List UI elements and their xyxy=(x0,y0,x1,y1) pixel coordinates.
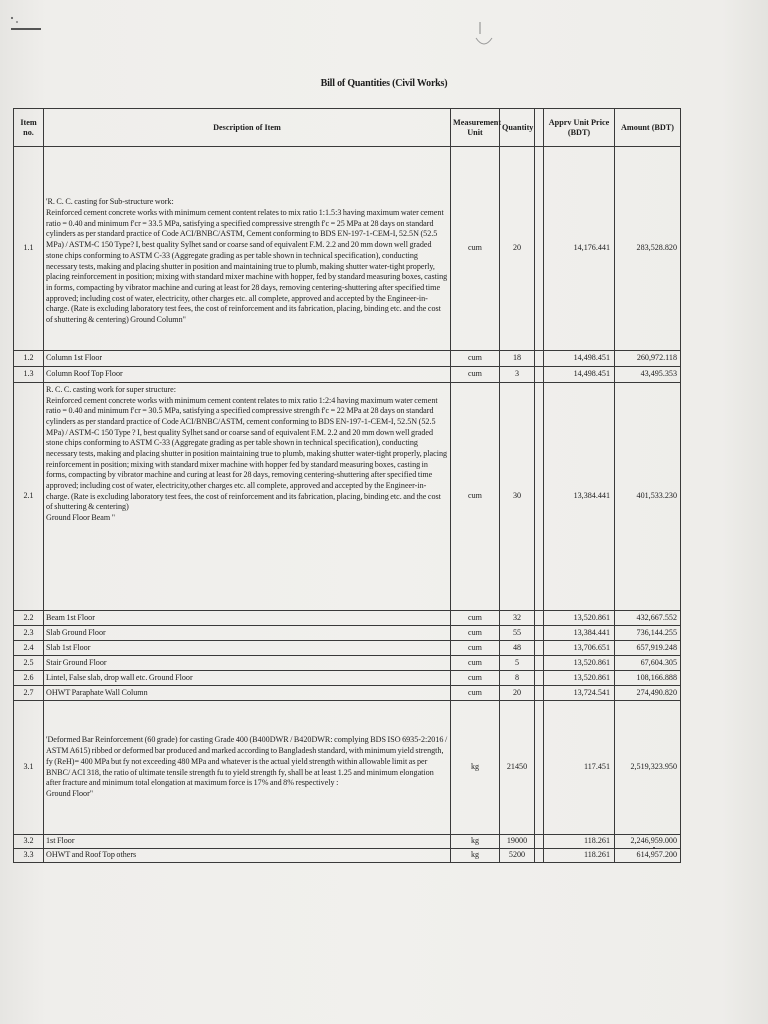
amount: 432,667.552 xyxy=(615,611,681,626)
amount: 614,957.200 xyxy=(615,849,681,863)
column-divider xyxy=(535,383,544,611)
measurement-unit: cum xyxy=(451,656,500,671)
item-description: Slab 1st Floor xyxy=(44,641,451,656)
table-row xyxy=(14,835,681,849)
unit-price: 118.261 xyxy=(544,849,615,863)
measurement-unit: cum xyxy=(451,611,500,626)
amount: 260,972.118 xyxy=(615,351,681,367)
unit-price: 118.261 xyxy=(544,835,615,849)
item-description: R. C. C. casting work for super structure: Reinforced cement concrete works with minimum cement content relates to mix ratio 1:2:4 having maximum water cement ratio = 0.40 and minimum f'cr = 30.5 MPa, satisfying a specified compressive strength f'c = 22 MPa at 28 days on standard cylinders as per standard practice of Code ACI/BNBC/ASTM, cement conforming to BDS EN-197-1-CEM-I, 52.5N (52.5 MPa) / ASTM-C 150 Type ? I, best quality Sylhet sand or coarse sand of equivalent F.M. 2.2 and 20 mm down well graded stone chips conforming to ASTM C-33 (Aggregate grading as per table shown in technical specification), conducting necessary tests, making and placing shutter in position maintaining true to plumb, making shutter water-tight properly, placing reinforcement in position; mixing with standard mixer machine with hopper fed by standard measuring boxes, casting in forms, compacting by vibrator machine and curing at least for 28 days, removing centering-shuttering after specified time approved; including cost of water, electricity,other charges etc. all complete, approved and accepted by the Engineer-in-charge. (Rate is excluding laboratory test fees, the cost of reinforcement and its fabrication, placing, binding etc. and the cost of shuttering & centering) Ground Floor Beam " xyxy=(44,383,451,611)
amount: 274,490.820 xyxy=(615,686,681,701)
unit-price: 13,520.861 xyxy=(544,671,615,686)
column-divider xyxy=(535,641,544,656)
punch-mark-icon xyxy=(470,20,500,52)
item-no: 2.5 xyxy=(14,656,44,671)
unit-price: 14,498.451 xyxy=(544,367,615,383)
table-row xyxy=(14,626,681,641)
quantity: 5 xyxy=(500,656,535,671)
table-row xyxy=(14,641,681,656)
header-description: Description of Item xyxy=(44,109,451,147)
unit-price: 117.451 xyxy=(544,701,615,835)
measurement-unit: cum xyxy=(451,686,500,701)
column-divider xyxy=(535,611,544,626)
measurement-unit: cum xyxy=(451,383,500,611)
header-item-no: Item no. xyxy=(14,109,44,147)
column-divider xyxy=(535,656,544,671)
bill-of-quantities-table xyxy=(13,108,681,863)
item-no: 2.4 xyxy=(14,641,44,656)
column-divider xyxy=(535,367,544,383)
column-divider xyxy=(535,109,544,147)
item-no: 2.2 xyxy=(14,611,44,626)
quantity: 48 xyxy=(500,641,535,656)
measurement-unit: cum xyxy=(451,641,500,656)
item-description: OHWT and Roof Top others xyxy=(44,849,451,863)
item-description: 'R. C. C. casting for Sub-structure work: Reinforced cement concrete works with minimum cement content relates to mix ratio 1:1.5:3 having maximum water cement ratio = 0.40 and minimum f'cr = 33.5 MPa, satisfying a specified compressive strength f'c = 25 MPa at 28 days on standard cylinders as per standard practice of Code ACI/BNBC/ASTM, Cement conforming to BDS EN-197-1-CEM-I, 52.5N (52.5 MPa) / ASTM-C 150 Type? I, best quality Sylhet sand or coarse sand of equivalent F.M. 2.2 and 20 mm down well graded stone chips conforming to ASTM C-33 (Aggregate grading as per table shown in technical specification), conducting necessary tests, making and placing shutter in position and maintaining true to plumb, making shutter water-tight properly, placing reinforcement in position; mixing with standard mixer machine with hopper, fed by standard measuring boxes, casting in forms, compacting by vibrator machine and curing at least for 28 days, removing centering-shuttering after specified time approved; including cost of water, electricity, other charges etc. all complete, approved and accepted by the Engineer-in-charge. (Rate is excluding laboratory test fees, the cost of reinforcement and its fabrication, placing, binding etc. and the cost of shuttering & centering) Ground Column" xyxy=(44,147,451,351)
quantity: 20 xyxy=(500,147,535,351)
document-title: Bill of Quantities (Civil Works) xyxy=(320,78,448,89)
unit-price: 13,384.441 xyxy=(544,383,615,611)
table-row xyxy=(14,383,681,611)
item-description: OHWT Paraphate Wall Column xyxy=(44,686,451,701)
quantity: 19000 xyxy=(500,835,535,849)
pen-mark-icon xyxy=(8,14,44,36)
measurement-unit: kg xyxy=(451,849,500,863)
measurement-unit: kg xyxy=(451,835,500,849)
measurement-unit: kg xyxy=(451,701,500,835)
item-no: 1.1 xyxy=(14,147,44,351)
column-divider xyxy=(535,147,544,351)
measurement-unit: cum xyxy=(451,671,500,686)
column-divider xyxy=(535,835,544,849)
quantity: 32 xyxy=(500,611,535,626)
item-no: 3.2 xyxy=(14,835,44,849)
measurement-unit: cum xyxy=(451,351,500,367)
unit-price: 14,498.451 xyxy=(544,351,615,367)
amount: 283,528.820 xyxy=(615,147,681,351)
quantity: 21450 xyxy=(500,701,535,835)
amount: 2,246,959.000 xyxy=(615,835,681,849)
unit-price: 13,520.861 xyxy=(544,611,615,626)
measurement-unit: cum xyxy=(451,147,500,351)
column-divider xyxy=(535,626,544,641)
item-no: 2.1 xyxy=(14,383,44,611)
unit-price: 13,520.861 xyxy=(544,656,615,671)
item-description: Slab Ground Floor xyxy=(44,626,451,641)
amount: 657,919.248 xyxy=(615,641,681,656)
quantity: 30 xyxy=(500,383,535,611)
table-row xyxy=(14,611,681,626)
header-quantity: Quantity xyxy=(500,109,535,147)
stray-dot xyxy=(653,847,655,849)
column-divider xyxy=(535,351,544,367)
unit-price: 13,384.441 xyxy=(544,626,615,641)
table-row xyxy=(14,849,681,863)
measurement-unit: cum xyxy=(451,626,500,641)
item-description: Column 1st Floor xyxy=(44,351,451,367)
item-no: 1.3 xyxy=(14,367,44,383)
item-no: 3.1 xyxy=(14,701,44,835)
table-row xyxy=(14,701,681,835)
table-row xyxy=(14,351,681,367)
header-amount: Amount (BDT) xyxy=(615,109,681,147)
header-unit-price: Apprv Unit Price (BDT) xyxy=(544,109,615,147)
item-description: 'Deformed Bar Reinforcement (60 grade) for casting Grade 400 (B400DWR / B420DWR: complying BDS ISO 6935-2:2016 / ASTM A615) ribbed or deformed bar produced and marked according to Bangladesh standard, with minimum yield strength, fy (ReH)= 400 MPa but fy not exceeding 480 MPa and whatever is the actual yield strength within allowable limit as per BNBC/ ACI 318, the ratio of ultimate tensile strength fu to yield strength fy, shall be at least 1.25 and minimum elongation after fracture and minimum total elongation at maximum force is 17% and 8% respectively : Ground Floor" xyxy=(44,701,451,835)
column-divider xyxy=(535,686,544,701)
item-description: Stair Ground Floor xyxy=(44,656,451,671)
quantity: 20 xyxy=(500,686,535,701)
column-divider xyxy=(535,849,544,863)
table-row xyxy=(14,671,681,686)
amount: 43,495.353 xyxy=(615,367,681,383)
item-description: Lintel, False slab, drop wall etc. Ground Floor xyxy=(44,671,451,686)
table-row xyxy=(14,656,681,671)
amount: 67,604.305 xyxy=(615,656,681,671)
unit-price: 13,706.651 xyxy=(544,641,615,656)
header-measurement-unit: Measurement Unit xyxy=(451,109,500,147)
quantity: 55 xyxy=(500,626,535,641)
column-divider xyxy=(535,671,544,686)
measurement-unit: cum xyxy=(451,367,500,383)
column-divider xyxy=(535,701,544,835)
amount: 736,144.255 xyxy=(615,626,681,641)
amount: 2,519,323.950 xyxy=(615,701,681,835)
quantity: 5200 xyxy=(500,849,535,863)
item-description: Beam 1st Floor xyxy=(44,611,451,626)
table-row xyxy=(14,147,681,351)
item-no: 2.6 xyxy=(14,671,44,686)
unit-price: 14,176.441 xyxy=(544,147,615,351)
item-description: Column Roof Top Floor xyxy=(44,367,451,383)
item-no: 1.2 xyxy=(14,351,44,367)
amount: 108,166.888 xyxy=(615,671,681,686)
item-no: 3.3 xyxy=(14,849,44,863)
quantity: 18 xyxy=(500,351,535,367)
item-no: 2.3 xyxy=(14,626,44,641)
amount: 401,533.230 xyxy=(615,383,681,611)
item-description: 1st Floor xyxy=(44,835,451,849)
quantity: 3 xyxy=(500,367,535,383)
item-no: 2.7 xyxy=(14,686,44,701)
unit-price: 13,724.541 xyxy=(544,686,615,701)
table-row xyxy=(14,367,681,383)
quantity: 8 xyxy=(500,671,535,686)
table-header-row xyxy=(14,109,681,147)
table-row xyxy=(14,686,681,701)
